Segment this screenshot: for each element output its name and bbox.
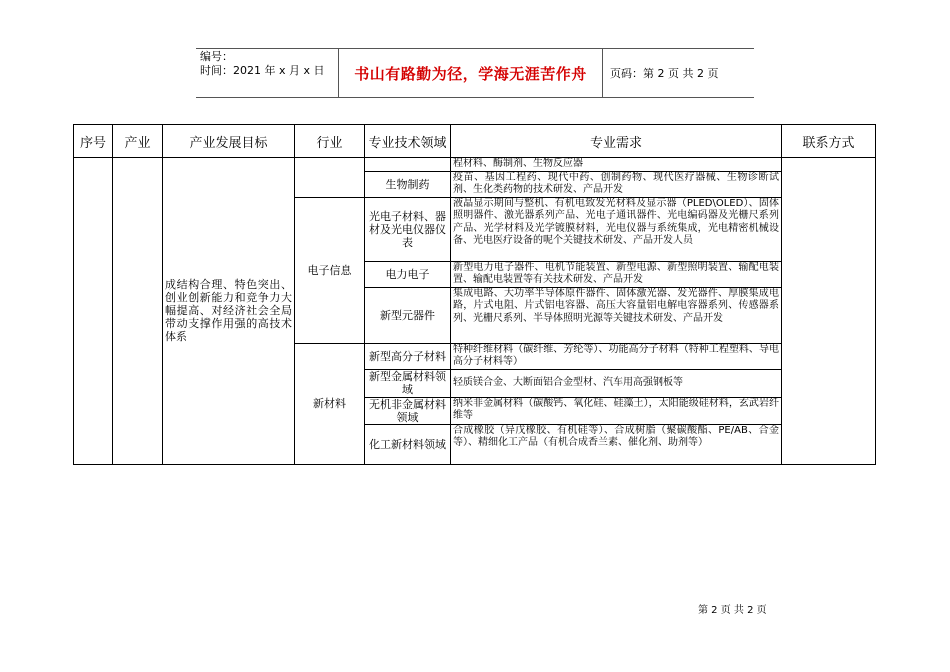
sector-cell [295, 158, 365, 198]
requirements-table [73, 124, 876, 465]
header-motto: 书山有路勤为径，学海无涯苦作舟 [354, 64, 587, 83]
header-cell-sector: 行业 [295, 125, 365, 158]
domain-cell: 新型元器件 [365, 287, 451, 343]
header-cell-contact: 联系方式 [782, 125, 876, 158]
page-footer: 第 2 页 共 2 页 [698, 605, 767, 616]
number-label: 编号： [200, 50, 233, 63]
sector-cell-electronics: 电子信息 [295, 197, 365, 343]
need-cell: 液晶显示期间与整机、有机电致发光材料及显示器（PLED\OLED）、固体照明器件、激光器系列产品、光电子通讯器件、光电编码器及光栅尺系列产品、光学材料及光学镀膜材料，光电仪器与系统集成，光电精密机械设备、光电医疗设备的呢个关键技术研发、产品开发人员 [451, 197, 782, 261]
table-header-row [74, 125, 876, 158]
header-cell-need: 专业需求 [451, 125, 782, 158]
document-header [196, 48, 754, 98]
domain-cell: 新型金属材料领域 [365, 369, 451, 397]
domain-cell: 电力电子 [365, 261, 451, 287]
header-meta [200, 50, 340, 78]
header-divider [602, 49, 603, 97]
domain-cell: 化工新材料领域 [365, 424, 451, 464]
header-cell-index: 序号 [74, 125, 113, 158]
header-cell-domain: 专业技术领域 [365, 125, 451, 158]
header-page-label: 页码：第 2 页 共 2 页 [610, 67, 719, 80]
need-cell: 合成橡胶（异戊橡胶、有机硅等）、合成树脂（聚碳酸酯、PE/AB、合金等）、精细化工产品（有机合成香兰素、催化剂、助剂等） [451, 424, 782, 464]
need-cell: 疫苗、基因工程药、现代中药、创制药物、现代医疗器械、生物诊断试剂、生化类药物的技术研发、产品开发 [451, 171, 782, 197]
need-cell: 轻质镁合金、大断面铝合金型材、汽车用高强钢板等 [451, 369, 782, 397]
domain-cell: 生物制药 [365, 171, 451, 197]
domain-cell [365, 158, 451, 172]
need-cell: 纳米非金属材料（碳酸钙、氧化硅、硅藻土），太阳能级硅材料，玄武岩纤维等 [451, 397, 782, 424]
domain-cell: 无机非金属材料领域 [365, 397, 451, 424]
table-row [74, 158, 876, 172]
domain-cell: 新型高分子材料 [365, 343, 451, 369]
need-cell: 新型电力电子器件、电机节能装置、新型电源、新型照明装置、输配电装置、输配电装置等有关技术研发、产品开发 [451, 261, 782, 287]
time-label: 时间：2021 年 x 月 x 日 [200, 64, 325, 77]
index-cell [74, 158, 113, 465]
industry-cell [113, 158, 163, 465]
need-cell: 集成电路、大功率半导体原件器件、固体激光器、发光器件、厚膜集成电路，片式电阻、片式铝电容器、高压大容量铝电解电容器系列、传感器系列、光栅尺系列、半导体照明光源等关键技术研发、产品开发 [451, 287, 782, 343]
goal-cell: 成结构合理、特色突出、创业创新能力和竞争力大幅提高、对经济社会全局带动支撑作用强的高技术体系 [163, 158, 295, 465]
sector-cell-materials: 新材料 [295, 343, 365, 464]
domain-cell: 光电子材料、器材及光电仪器仪表 [365, 197, 451, 261]
header-cell-goal: 产业发展目标 [163, 125, 295, 158]
need-cell: 程材料、酶制剂、生物反应器 [451, 158, 782, 172]
contact-cell [782, 158, 876, 465]
header-cell-industry: 产业 [113, 125, 163, 158]
need-cell: 特种纤维材料（碳纤维、芳纶等）、功能高分子材料（特种工程塑料、导电高分子材料等） [451, 343, 782, 369]
